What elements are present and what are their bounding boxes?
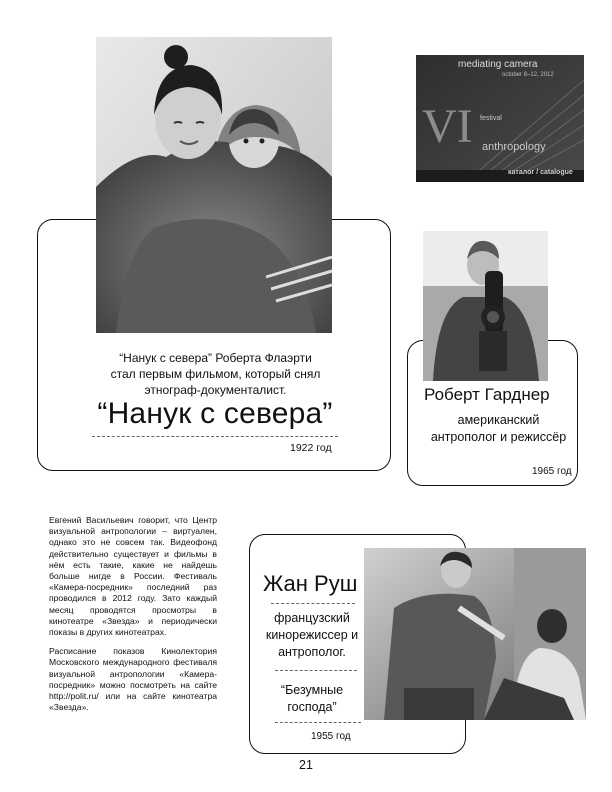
rouch-year: 1955 год <box>311 731 351 742</box>
gardner-year: 1965 год <box>532 466 572 477</box>
rouch-description-divider <box>275 670 357 671</box>
catalog-anthropology-label: anthropology <box>482 141 546 153</box>
article-paragraph: Евгений Васильевич говорит, что Центр визуальной антропологии – виртуален, однако это не совсем так. Видеофонд действительно существует и фильмы в нём есть такие, какие не найдешь больше нигде в России. Фестиваль «Камера-посредник» последний раз проводился в 2012 году. Зато каждый месяц проводятся просмотры в кинотеатре «Звезда» и периодически показы в других кинотеатрах. <box>49 515 217 638</box>
catalog-footer: каталог / catalogue <box>508 169 573 176</box>
rouch-name-divider <box>271 603 355 604</box>
catalog-dates: october 8–12, 2012 <box>502 72 554 78</box>
catalog-festival-label: festival <box>480 115 502 122</box>
catalog-numeral: VI <box>422 100 473 153</box>
catalog-title: mediating camera <box>458 59 538 70</box>
gardner-photo <box>423 231 548 381</box>
article-text <box>49 515 217 721</box>
festival-catalog-cover <box>416 55 584 182</box>
rouch-name: Жан Руш <box>263 571 358 596</box>
nanook-photo <box>96 37 332 333</box>
rouch-description: французский кинорежиссер и антрополог. <box>265 611 359 659</box>
gardner-description: американский антрополог и режиссёр <box>430 413 567 444</box>
rouch-photo <box>364 548 586 720</box>
nanook-caption: “Нанук с севера” Роберта Флаэрти стал первым фильмом, который снял этнограф-документалист. <box>110 351 321 397</box>
article-paragraph: Расписание показов Кинолектория Московского международного фестиваля визуальной антропологии «Камера-посредник» можно посмотреть на сайте http://polit.ru/ или на сайте кинотеатра «Звезда». <box>49 646 217 713</box>
gardner-name: Роберт Гарднер <box>424 385 550 404</box>
nanook-title-divider <box>92 436 338 437</box>
rouch-film: “Безумные господа” <box>280 683 344 714</box>
page-number: 21 <box>299 758 313 772</box>
nanook-title: “Нанук с севера” <box>97 397 333 430</box>
rouch-film-divider <box>275 722 361 723</box>
nanook-year: 1922 год <box>290 442 332 454</box>
